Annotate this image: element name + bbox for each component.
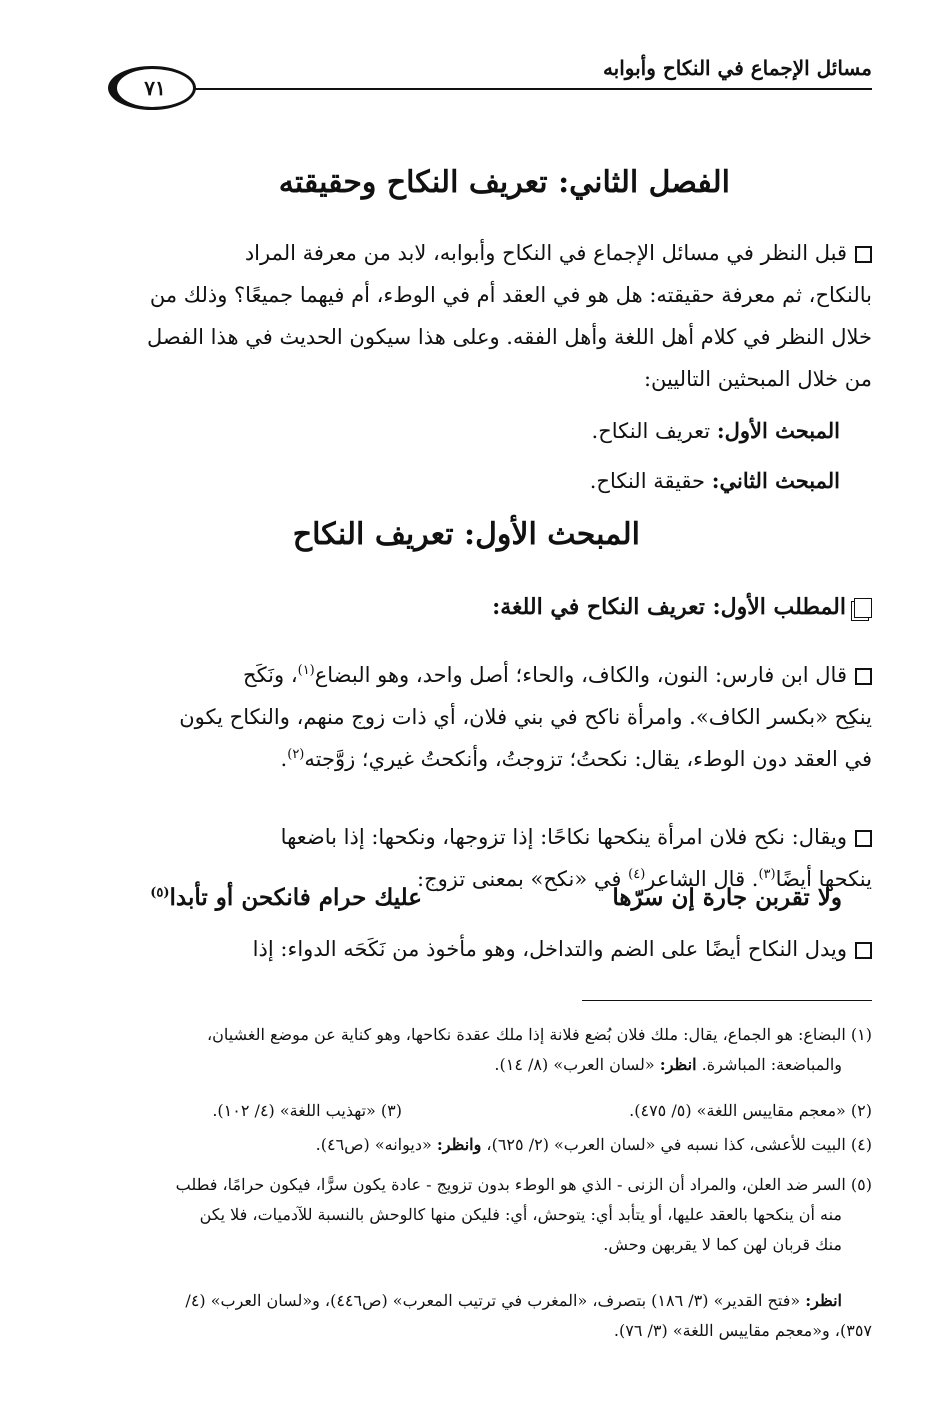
header-rule: [190, 88, 872, 90]
footnote-5-sources: انظر: «فتح القدير» (٣/ ١٨٦) بتصرف، «المغرب في ترتيب المعرب» (ص٤٤٦)، و«لسان العرب» (٤/ ٣٥٧)، و«معجم مقاييس اللغة» (٣/ ٧٦).: [185, 1291, 872, 1340]
paragraph-yadull: ويدل النكاح أيضًا على الضم والتداخل، وهو مأخوذ من نَكَحَه الدواء: إذا: [104, 928, 872, 970]
running-title: مسائل الإجماع في النكاح وأبوابه: [602, 56, 872, 80]
paragraph-ibn-faris: قال ابن فارس: النون، والكاف، والحاء؛ أصل واحد، وهو البضاع$^{(١)}$، ونَكَح ينكِح «بكسر الكاف». وامرأة ناكح في بني فلان، أي ذات زوج منهم، والنكاح يكون في العقد دون الوطء، يقال: نكحتُ؛ تزوجتُ، وأنكحتُ غيري؛ زوَّجته$^{(٢)}$.: [179, 663, 872, 771]
footnote-4: (٤) البيت للأعشى، كذا نسبه في «لسان العرب» (٢/ ٦٢٥)، وانظر: «ديوانه» (ص٤٦).: [315, 1135, 872, 1154]
toc-item-1: المبحث الأول: تعريف النكاح.: [591, 418, 840, 443]
paragraph-yuqal: ويقال: نكح فلان امرأة ينكحها نكاحًا: إذا تزوجها، ونكحها: إذا باضعها ينكحها أيضًا$^{(٣)}$. قال الشاعر$^{(٤)}$ في «نكح» بمعنى تزوج:: [280, 825, 872, 891]
document-icon: [854, 598, 872, 618]
footnote-2: (٢) «معجم مقاييس اللغة» (٥/ ٤٧٥).: [629, 1101, 872, 1120]
square-bullet-icon: [855, 830, 872, 847]
page-number: ٧١: [108, 66, 196, 110]
footnote-ref-4: (٤): [628, 867, 646, 882]
footnote-5: (٥) السر ضد العلن، والمراد أن الزنى - الذي هو الوطء بدون تزويج - عادة يكون سرًّا، فيكون حرامًا، فطلب منه أن ينكحها بالعقد عليها، أو يتأبد أي: يتوحش، أي: فليكن منها كالوحش بالنسبة للآدميات، فلا يكن منك قربان لهن كما لا يقربهن وحش.: [175, 1175, 872, 1254]
square-bullet-icon: [855, 668, 872, 685]
footnote-rule: [582, 1000, 872, 1001]
footnote-3: (٣) «تهذيب اللغة» (٤/ ١٠٢).: [212, 1101, 402, 1120]
section-title: المبحث الأول: تعريف النكاح: [292, 517, 640, 552]
toc-item-2: المبحث الثاني: حقيقة النكاح.: [589, 468, 840, 493]
footnote-ref-3: (٣): [758, 867, 776, 882]
subheading: المطلب الأول: تعريف النكاح في اللغة:: [492, 594, 872, 620]
footnote-ref-2: (٢): [287, 747, 305, 762]
chapter-title: الفصل الثاني: تعريف النكاح وحقيقته: [278, 165, 730, 200]
footnote-1: (١) البضاع: هو الجماع، يقال: ملك فلان بُضع فلانة إذا ملك عقدة نكاحها، وهو كناية عن موضع الغشيان، والمباضعة: المباشرة. انظر: «لسان العرب» (٨/ ١٤).: [206, 1025, 872, 1074]
intro-paragraph: قبل النظر في مسائل الإجماع في النكاح وأبوابه، لابد من معرفة المراد بالنكاح، ثم معرفة حقيقته: هل هو في العقد أم في الوطء، أم فيهما جميعًا؟ وذلك من خلال النظر في كلام أهل اللغة وأهل الفقه. وعلى هذا سيكون الحديث في هذا الفصل من خلال المبحثين التاليين:: [146, 241, 872, 391]
square-bullet-icon: [855, 246, 872, 263]
footnote-ref-1: (١): [297, 663, 315, 678]
footnote-ref-5: (٥): [150, 885, 170, 901]
square-bullet-icon: [855, 942, 872, 959]
verse-hemistich-2: عليك حرام فانكحن أو تأبدا$^{(٥)}$: [150, 884, 422, 911]
verse-hemistich-1: ولا تقربن جارة إن سرّها: [612, 884, 842, 911]
